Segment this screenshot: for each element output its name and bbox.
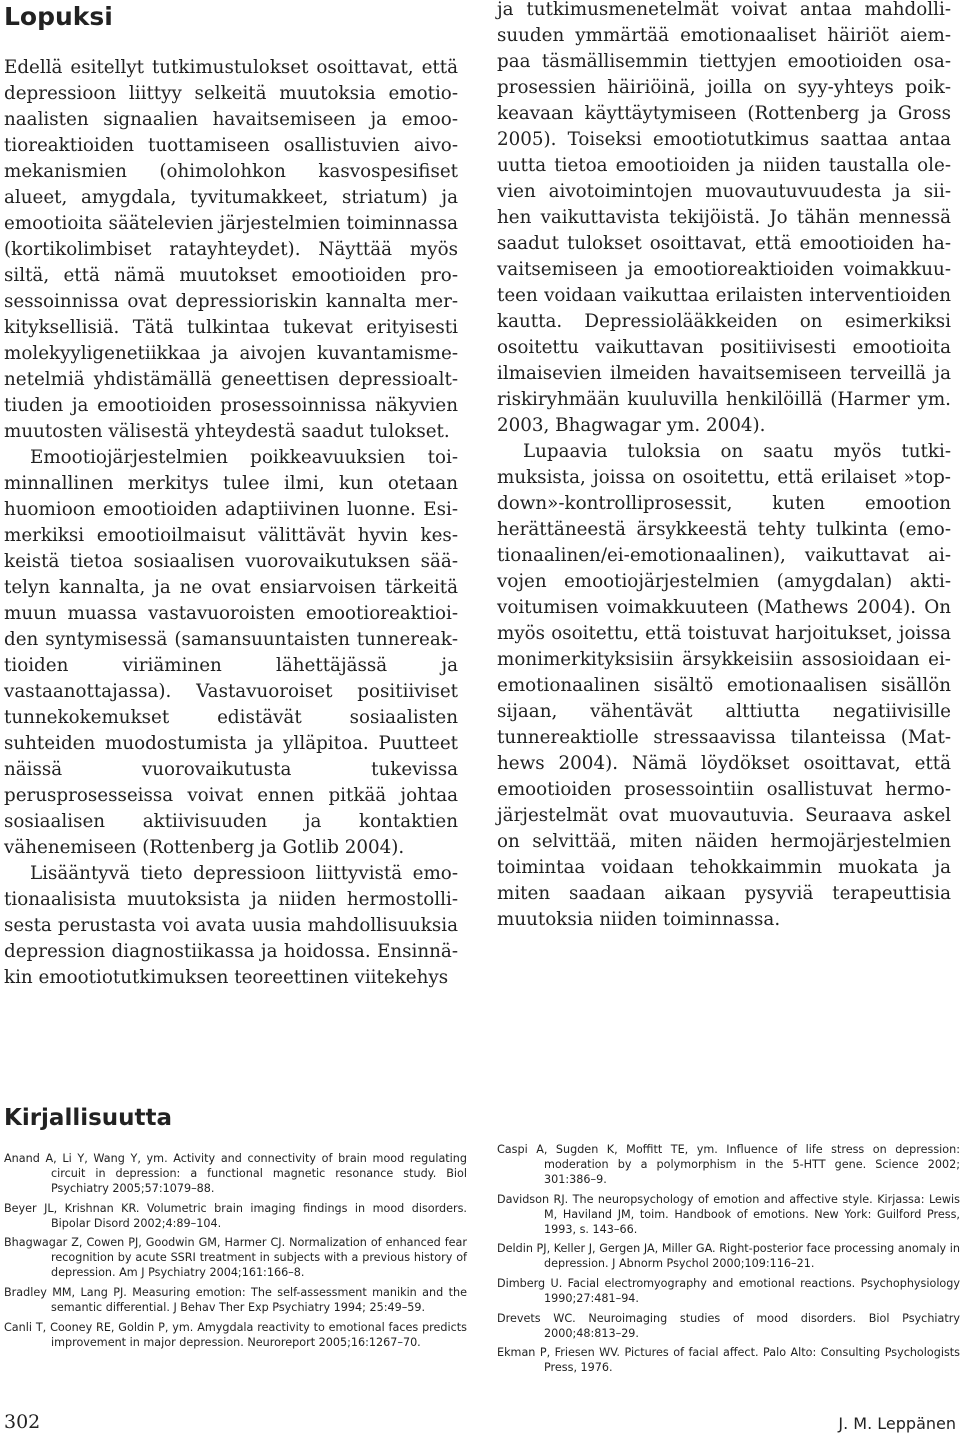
reference-item: Bradley MM, Lang PJ. Measuring emotion: The self-assessment manikin and the semantic differential. J Behav Ther Exp Psychiatry 1994; 25:49–59. — [4, 1285, 467, 1315]
references-heading: Kirjallisuutta — [4, 1105, 173, 1131]
reference-item: Beyer JL, Krishnan KR. Volumetric brain imaging findings in mood disorders. Bipolar Disord 2002;4:89–104. — [4, 1201, 467, 1230]
reference-item: Deldin PJ, Keller J, Gergen JA, Miller GA. Right-posterior face processing anomaly in depression. J Abnorm Psychol 2000;109:116–21. — [497, 1242, 960, 1271]
body-paragraph: Lupaavia tuloksia on saatu myös tutkimuksista, joissa on osoitettu, että erilaiset »top-down»-kontrolliprosessit, kuten emootion herättäneestä ärsykkeestä tehty tulkinta (emotionaalinen/ei-emotionaalinen), vaikuttavat aivojen emootiojärjestelmien (amygdalan) aktivoitumisen voimakkuuteen (Mathews 2004). On myös osoitettu, että toistuvat harjoitukset, joissa monimerkityksisiin ärsykkeisiin assosioidaan ei-emotionaalinen sisältö emotionaalisen sisällön sijaan, vähentävät alttiutta negatiivisille tunnereaktiolle stressaavissa tilanteissa (Mathews 2004). Nämä löydökset osoittavat, että emootioiden prosessointiin osallistuvat hermojärjestelmät ovat muovautuvia. Seuraava askel on selvittää, miten näiden hermojärjestelmien toimintaa voidaan tehokkaimmin muokata ja miten saadaan aikaan pysyviä terapeuttisia muutoksia niiden toiminnassa. — [497, 441, 951, 930]
body-paragraph: ja tutkimusmenetelmät voivat antaa mahdollisuuden ymmärtää emotionaaliset häiriöt aiempaa täsmällisemmin tiettyjen emootioiden osaprosessien häiriöinä, joilla on syy-yhteys poikkeavaan käyttäytymiseen (Rottenberg ja Gross 2005). Toiseksi emootiotutkimus saattaa antaa uutta tietoa emootioiden ja niiden taustalla olevien aivotoimintojen muovautuvuudesta ja siihen vaikuttavista tekijöistä. Jo tähän mennessä saadut tulokset osoittavat, että emootioiden havaitsemiseen ja emootioreaktioiden voimakkuuteen voidaan vaikuttaa erilaisten interventioiden kautta. Depressiolääkkeiden on esimerkiksi osoitettu vaikuttavan positiivisesti emootioita ilmaisevien ilmeiden havaitsemiseen terveillä ja riskiryhmään kuuluvilla henkilöillä (Harmer ym. 2003, Bhagwagar ym. 2004). — [497, 0, 951, 436]
body-paragraph: Edellä esitellyt tutkimustulokset osoittavat, että depressioon liittyy selkeitä muutoksia emotionaalisten signaalien havaitsemiseen ja emootioreaktioiden tuottamiseen osallistuvien aivomekanismien (ohimolohkon kasvospesifiset alueet, amygdala, tyvitumakkeet, striatum) ja emootioita säätelevien järjestelmien toiminnassa (kortikolimbiset ratayhteydet). Näyttää myös siltä, että nämä muutokset emootioiden prosessoinnissa ovat depressioriskin kannalta merkityksellisiä. Tätä tulkintaa tukevat erityisesti molekyyligenetiikkaa ja aivojen kuvantamismenetelmiä yhdistämällä geneettisen depressioalttiuden ja emootioiden prosessoinnissa näkyvien muutosten välisestä yhteydestä saadut tulokset. — [4, 57, 458, 442]
body-paragraph: Lisääntyvä tieto depressioon liittyvistä emotionaalisista muutoksista ja niiden hermostollisesta perustasta voi avata uusia mahdollisuuksia depression diagnostiikassa ja hoidossa. Ensinnäkin emootiotutkimuksen teoreettinen viitekehys — [4, 863, 458, 988]
page-number: 302 — [4, 1411, 41, 1433]
reference-item: Drevets WC. Neuroimaging studies of mood disorders. Biol Psychiatry 2000;48:813–29. — [497, 1311, 960, 1340]
reference-item: Bhagwagar Z, Cowen PJ, Goodwin GM, Harmer CJ. Normalization of enhanced fear recognition by acute SSRI treatment in subjects with a previous history of depression. Am J Psychiatry 2004;161:166–8. — [4, 1236, 467, 1280]
reference-item: Anand A, Li Y, Wang Y, ym. Activity and connectivity of brain mood regulating circuit in depression: a functional magnetic resonance study. Biol Psychiatry 2005;57:1079–88. — [4, 1152, 467, 1196]
reference-item: Canli T, Cooney RE, Goldin P, ym. Amygdala reactivity to emotional faces predicts improvement in major depression. Neuroreport 2005;16:1267–70. — [4, 1320, 467, 1349]
reference-item: Ekman P, Friesen WV. Pictures of facial affect. Palo Alto: Consulting Psychologists Press, 1976. — [497, 1346, 960, 1375]
right-column — [497, 0, 951, 933]
references-right — [497, 1142, 960, 1380]
body-paragraph: Emootiojärjestelmien poikkeavuuksien toiminnallinen merkitys tulee ilmi, kun otetaan huomioon emootioiden adaptiivinen luonne. Esimerkiksi emootioilmaisut välittävät hyvin keskeistä tietoa sosiaalisen vuorovaikutuksen säätelyn kannalta, ja ne ovat ensiarvoisen tärkeitä muun muassa vastavuoroisten emootioreaktioiden syntymisessä (samansuuntaisten tunnereaktioiden viriäminen lähettäjässä ja vastaanottajassa). Vastavuoroiset positiiviset tunnekokemukset edistävät sosiaalisten suhteiden muodostumista ja ylläpitoa. Puutteet näissä vuorovaikutusta tukevissa perusprosesseissa voivat ennen pitkää johtaa sosiaalisen aktiivisuuden ja kontaktien vähenemiseen (Rottenberg ja Gotlib 2004). — [4, 447, 458, 858]
reference-item: Dimberg U. Facial electromyography and emotional reactions. Psychophysiology 1990;27:481–94. — [497, 1276, 960, 1306]
reference-item: Caspi A, Sugden K, Moffitt TE, ym. Influence of life stress on depression: moderation by a polymorphism in the 5-HTT gene. Science 2002; 301:386–9. — [497, 1143, 960, 1187]
references-left — [4, 1151, 467, 1354]
left-column — [4, 55, 458, 991]
reference-item: Davidson RJ. The neuropsychology of emotion and affective style. Kirjassa: Lewis M, Haviland JM, toim. Handbook of emotions. New York: Guilford Press, 1993, s. 143–66. — [497, 1192, 960, 1236]
section-heading: Lopuksi — [4, 2, 113, 31]
author-name: J. M. Leppänen — [838, 1414, 956, 1433]
